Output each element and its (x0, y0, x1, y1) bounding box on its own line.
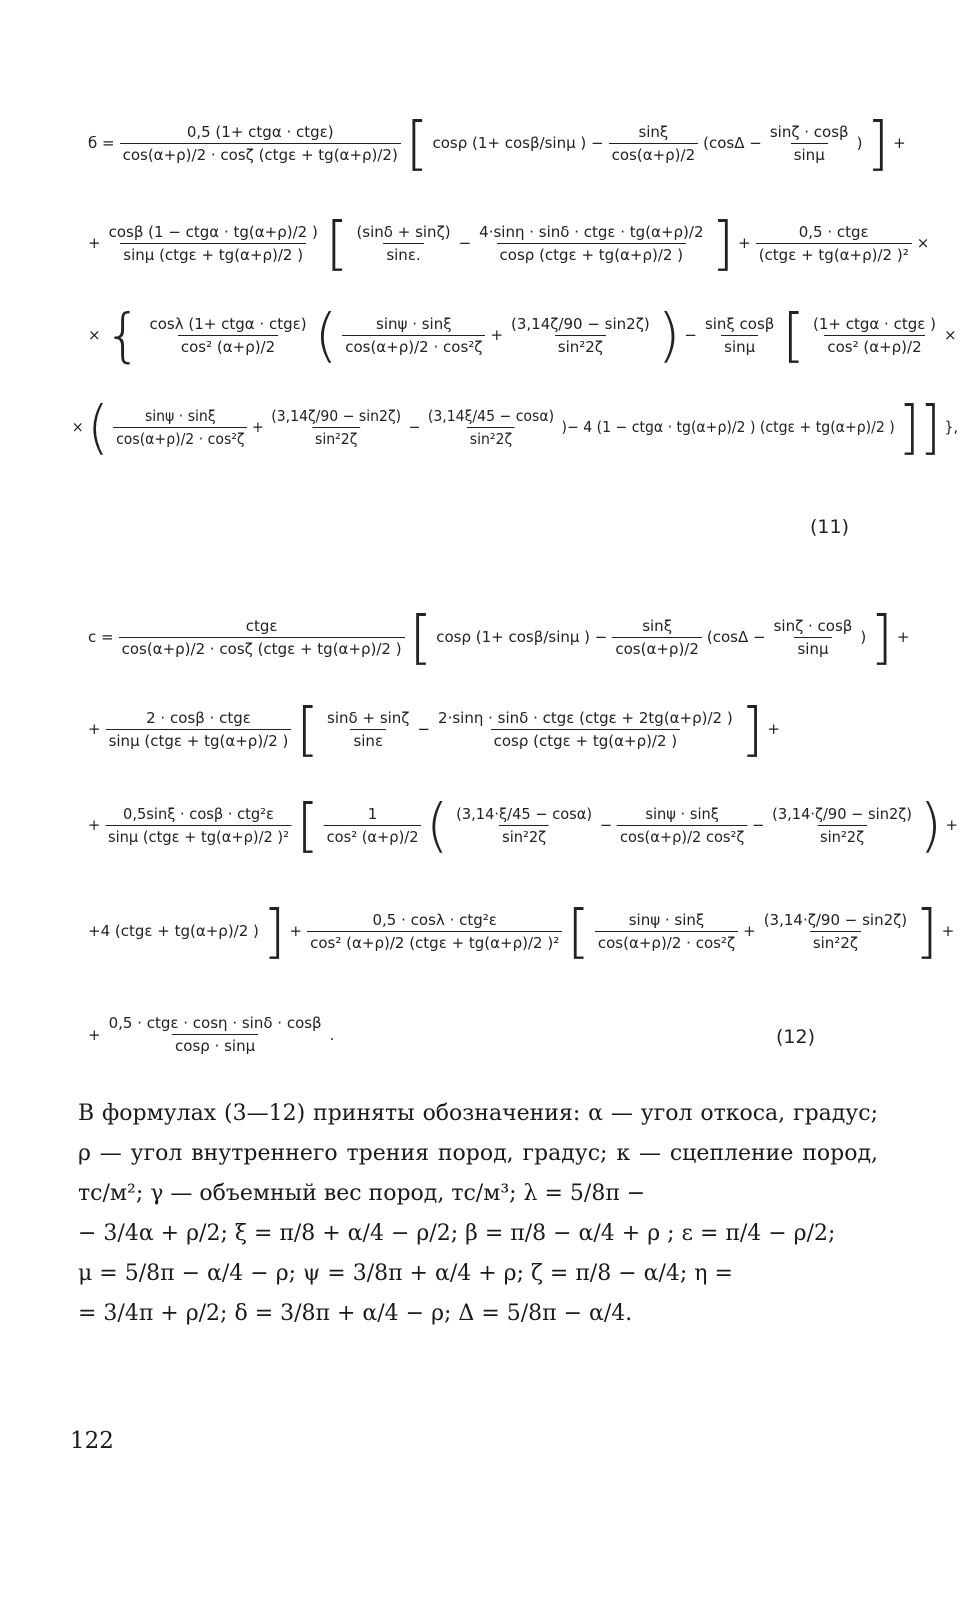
fraction: $\frac{\text{sinξ cosβ}}{\sin\mu}$ (704, 314, 775, 356)
fraction: $\frac{\sin\xi}{\cos(\alpha+\rho)/2}$ (609, 123, 699, 164)
fraction: $\frac{\text{2·sinη · sinδ · ctgε (ctgε + 2tg(α+ρ)/2 )}}{\text{cosρ (ctgε + tg(α+ρ)/2 )}}$ (438, 708, 733, 750)
paragraph-line: = 3/4π + ρ/2; δ = 3/8π + α/4 − ρ; Δ = 5/8π − α/4. (78, 1301, 633, 1326)
formula-11-row-2: + $\frac{\text{cosβ (1 − ctgα · tg(α+ρ)/2 )}}{\text{sinμ (ctgε + tg(α+ρ)/2 )}}$ [ $\frac{(\sin\delta + \sin\zeta)}{\sin\varepsilon.}$ − $\frac{\text{4·sinη · sinδ · ctgε · tg(α+ρ)/2}}{\text{cosρ (ctgε + tg(α+ρ)/2 )}}$ ] + $\frac{\text{0,5 · ctgε}}{\text{(ctgε + tg(α+ρ)/2 )²}}$ × (88, 209, 930, 277)
fraction: $\frac{\sin\psi \cdot \sin\xi}{\text{cos(α+ρ)/2 · cos²ζ}}$ (342, 315, 485, 356)
bracket-open: [ (567, 897, 590, 965)
bracket-close: ] (740, 695, 764, 763)
fraction: $\frac{\sin\xi}{\cos(\alpha+\rho)/2}$ (612, 617, 702, 658)
fraction: $\frac{1}{\text{cos² (α+ρ)/2}}$ (324, 805, 422, 846)
fraction: $\frac{\text{0,5 · ctgε}}{\text{(ctgε + tg(α+ρ)/2 )²}}$ (756, 223, 912, 264)
bracket-close: ] (866, 109, 890, 177)
formula-11-row-4: × ( $\frac{\sin\psi \cdot \sin\xi}{\text{cos(α+ρ)/2 · cos²ζ}}$ + $\frac{(3,14\zeta/90 - \sin 2\zeta)}{\text{sin²2ζ}}$ − $\frac{(3,14\xi/45 - \cos\alpha)}{\text{sin²2ζ}}$ )− 4 (1 − ctgα · tg(α+ρ)/2 ) (ctgε + tg(α+ρ)/2 ) ]] }, (71, 393, 958, 461)
fraction: $\frac{\sin\zeta \cdot \cos\beta}{\sin\mu}$ (773, 616, 853, 658)
fraction: $\frac{(3,14\xi/45 - \cos\alpha)}{\text{sin²2ζ}}$ (427, 406, 555, 448)
fraction: $\frac{\text{0,5 (1+ ctgα · ctgε)}}{\text{cos(α+ρ)/2 · cosζ (ctgε + tg(α+ρ)/2)}}$ (120, 123, 401, 164)
fraction: $\frac{(3,14\zeta/90 - \sin 2\zeta)}{\text{sin²2ζ}}$ (511, 314, 650, 356)
formula-11-row-3: × { $\frac{\text{cosλ (1+ ctgα · ctgε)}}{\text{cos² (α+ρ)/2}}$ ( $\frac{\sin\psi \cdot \sin\xi}{\text{cos(α+ρ)/2 · cos²ζ}}$ + $\frac{(3,14\zeta/90 - \sin 2\zeta)}{\text{sin²2ζ}}$ ) − $\frac{\text{sinξ cosβ}}{\sin\mu}$ [ $\frac{\text{(1+ ctgα · ctgε )}}{\text{cos² (α+ρ)/2}}$ × (88, 301, 957, 369)
fraction: $\frac{(3,14\cdot\zeta/90 - \sin 2\zeta)}{\text{sin²2ζ}}$ (772, 804, 912, 846)
fraction: $\frac{\sin\psi \cdot \sin\xi}{\text{cos(α+ρ)/2 · cos²ζ}}$ (113, 407, 247, 448)
formula-11-row-1: б = $\frac{\text{0,5 (1+ ctgα · ctgε)}}{\text{cos(α+ρ)/2 · cosζ (ctgε + tg(α+ρ)/2)}}$ [ cosρ (1+ cosβ/sinμ ) − $\frac{\sin\xi}{\cos(\alpha+\rho)/2}$ (cosΔ − $\frac{\sin\zeta \cdot \cos\beta}{\sin\mu}$ ) ] + (88, 109, 906, 177)
fraction: $\frac{(3,14\cdot\xi/45 - \cos\alpha)}{\text{sin²2ζ}}$ (456, 804, 593, 846)
fraction: $\frac{(\sin\delta + \sin\zeta)}{\sin\varepsilon.}$ (356, 222, 451, 264)
formula-12-row-4: +4 (ctgε + tg(α+ρ)/2 ) ] + $\frac{\text{0,5 · cosλ · ctg²ε}}{\text{cos² (α+ρ)/2 (ctgε + tg(α+ρ)/2 )²}}$ [ $\frac{\sin\psi \cdot \sin\xi}{\text{cos(α+ρ)/2 · cos²ζ}}$ + $\frac{(3,14\cdot\zeta/90 - \sin 2\zeta)}{\text{sin²2ζ}}$ ] + (88, 897, 955, 965)
paragraph-line: − 3/4α + ρ/2; ξ = π/8 + α/4 − ρ/2; β = π/8 − α/4 + ρ ; ε = π/4 − ρ/2; (78, 1221, 836, 1246)
paragraph-line: В формулах (3—12) приняты обозначения: α — угол откоса, градус; ρ — угол внутреннего трения пород, градус; к — сцепление пород, тс/м²; γ — объемный вес пород, тс/м³; λ = 5/8π − (78, 1101, 878, 1206)
fraction: $\frac{(3,14\zeta/90 - \sin 2\zeta)}{\text{sin²2ζ}}$ (271, 406, 402, 448)
fraction: $\frac{\text{cosβ (1 − ctgα · tg(α+ρ)/2 )}}{\text{sinμ (ctgε + tg(α+ρ)/2 )}}$ (108, 222, 318, 264)
bracket-open: [ (325, 209, 349, 277)
fraction: $\frac{\sin\psi \cdot \sin\xi}{\text{cos(α+ρ)/2 · cos²ζ}}$ (595, 911, 738, 952)
formula-12-row-2: + $\frac{\text{2 · cosβ · ctgε}}{\text{sinμ (ctgε + tg(α+ρ)/2 )}}$ [ $\frac{\sin\delta + \sin\zeta}{\sin\varepsilon}$ − $\frac{\text{2·sinη · sinδ · ctgε (ctgε + 2tg(α+ρ)/2 )}}{\text{cosρ (ctgε + tg(α+ρ)/2 )}}$ ] + (88, 695, 780, 763)
fraction: $\frac{\sin\delta + \sin\zeta}{\sin\varepsilon}$ (327, 708, 410, 750)
fraction: $\frac{\text{0,5 · ctgε · cosη · sinδ · cosβ}}{\cos\rho \cdot \sin\mu}$ (108, 1014, 322, 1055)
fraction: $\frac{\text{ctgε}}{\text{cos(α+ρ)/2 · cosζ (ctgε + tg(α+ρ)/2 )}}$ (119, 617, 405, 658)
bracket-close: ] (915, 897, 938, 965)
formula-12-row-1: c = $\frac{\text{ctgε}}{\text{cos(α+ρ)/2 · cosζ (ctgε + tg(α+ρ)/2 )}}$ [ cosρ (1+ cosβ/sinμ ) − $\frac{\sin\xi}{\cos(\alpha+\rho)/2}$ (cosΔ − $\frac{\sin\zeta \cdot \cos\beta}{\sin\mu}$ ) ] + (88, 603, 910, 671)
fraction: $\frac{\text{2 · cosβ · ctgε}}{\text{sinμ (ctgε + tg(α+ρ)/2 )}}$ (106, 709, 292, 750)
bracket-close: ] (870, 603, 893, 671)
bracket-open: [ (409, 603, 433, 671)
fraction: $\frac{\text{4·sinη · sinδ · ctgε · tg(α+ρ)/2}}{\text{cosρ (ctgε + tg(α+ρ)/2 )}}$ (479, 222, 704, 264)
fraction: $\frac{\text{0,5 · cosλ · ctg²ε}}{\text{cos² (α+ρ)/2 (ctgε + tg(α+ρ)/2 )²}}$ (307, 911, 562, 952)
bracket-open: [ (405, 109, 429, 177)
equation-number-12: (12) (776, 1026, 816, 1048)
fraction: $\frac{\sin\zeta \cdot \cos\beta}{\sin\mu}$ (769, 122, 849, 164)
bracket-close: ] (711, 209, 735, 277)
bracket-open: [ (296, 695, 320, 763)
brace-open: { (104, 301, 142, 369)
notation-paragraph (78, 1094, 878, 1334)
formula-lhs: б = (88, 134, 115, 152)
formula-12-row-3: + $\frac{\text{0,5sinξ · cosβ · ctg²ε}}{\text{sinμ (ctgε + tg(α+ρ)/2 )²}}$ [ $\frac{1}{\text{cos² (α+ρ)/2}}$ ( $\frac{(3,14\cdot\xi/45 - \cos\alpha)}{\text{sin²2ζ}}$ − $\frac{\sin\psi \cdot \sin\xi}{\text{cos(α+ρ)/2 cos²ζ}}$ − $\frac{(3,14\cdot\zeta/90 - \sin 2\zeta)}{\text{sin²2ζ}}$ ) + (87, 791, 958, 859)
formula-12-row-5: + $\frac{\text{0,5 · ctgε · cosη · sinδ · cosβ}}{\cos\rho \cdot \sin\mu}$ . (88, 1014, 335, 1055)
fraction: $\frac{\sin\psi \cdot \sin\xi}{\text{cos(α+ρ)/2 cos²ζ}}$ (617, 805, 747, 846)
formula-lhs: c = (88, 628, 114, 646)
equation-number-11: (11) (810, 516, 850, 538)
bracket-close: ] (262, 897, 286, 965)
fraction: $\frac{\text{0,5sinξ · cosβ · ctg²ε}}{\text{sinμ (ctgε + tg(α+ρ)/2 )²}}$ (105, 805, 292, 846)
fraction: $\frac{\text{cosλ (1+ ctgα · ctgε)}}{\text{cos² (α+ρ)/2}}$ (149, 314, 307, 356)
bracket-open: [ (296, 791, 319, 859)
fraction: $\frac{\text{(1+ ctgα · ctgε )}}{\text{cos² (α+ρ)/2}}$ (813, 314, 936, 356)
fraction: $\frac{(3,14\cdot\zeta/90 - \sin 2\zeta)}{\text{sin²2ζ}}$ (763, 910, 908, 952)
bracket-open: [ (782, 301, 806, 369)
bracket-close: ]] (898, 393, 941, 461)
page-number: 122 (70, 1428, 114, 1454)
paragraph-line: μ = 5/8π − α/4 − ρ; ψ = 3/8π + α/4 + ρ; ζ = π/8 − α/4; η = (78, 1261, 733, 1286)
